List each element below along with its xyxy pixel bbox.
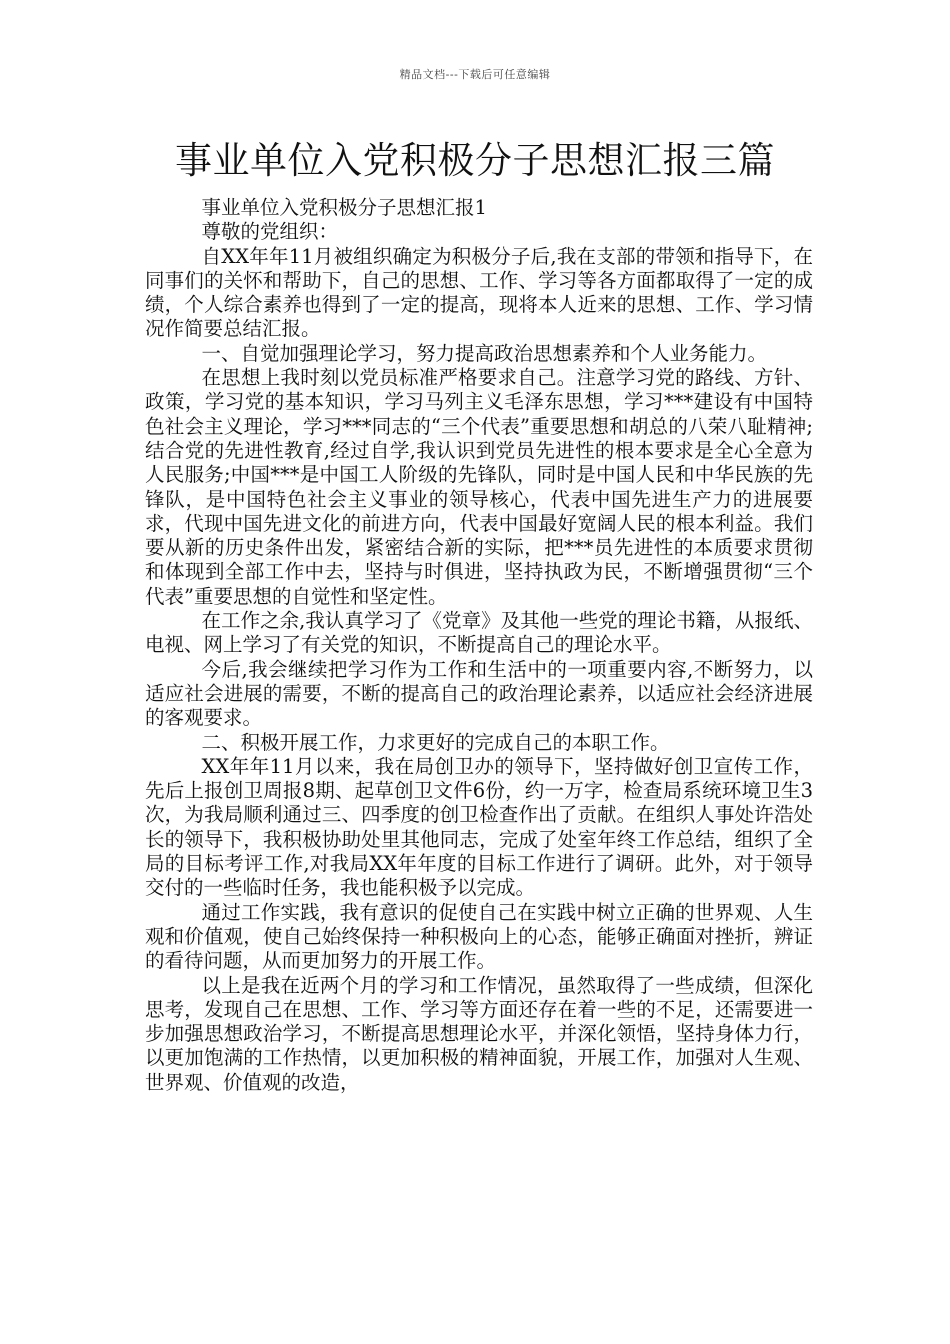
paragraph: 以上是我在近两个月的学习和工作情况，虽然取得了一些成绩，但深化思考，发现自己在思想、工作、学习等方面还存在着一些的不足，还需要进一步加强思想政治学习，不断提高思想理论水平，并深化领悟，坚持身体力行，以更加饱满的工作热情，以更加积极的精神面貌，开展工作，加强对人生观、世界观、价值观的改造， <box>145 973 813 1094</box>
paragraph: 自XX年年11月被组织确定为积极分子后,我在支部的带领和指导下，在同事们的关怀和帮助下，自己的思想、工作、学习等各方面都取得了一定的成绩，个人综合素养也得到了一定的提高，现将本人近来的思想、工作、学习情况作简要总结汇报。 <box>145 244 813 341</box>
paragraph: 通过工作实践，我有意识的促使自己在实践中树立正确的世界观、人生观和价值观，使自己始终保持一种积极向上的心态，能够正确面对挫折，辨证的看待问题，从而更加努力的开展工作。 <box>145 900 813 973</box>
paragraph: 在工作之余,我认真学习了《党章》及其他一些党的理论书籍，从报纸、电视、网上学习了有关党的知识，不断提高自己的理论水平。 <box>145 609 813 657</box>
header-note: 精品文档---下载后可任意编辑 <box>399 68 551 81</box>
paragraph: 一、自觉加强理论学习，努力提高政治思想素养和个人业务能力。 <box>201 341 768 365</box>
document-body <box>145 196 813 1095</box>
document-title: 事业单位入党积极分子思想汇报三篇 <box>175 139 775 182</box>
paragraph: XX年年11月以来，我在局创卫办的领导下，坚持做好创卫宣传工作，先后上报创卫周报8期、起草创卫文件6份，约一万字，检查局系统环境卫生3次，为我局顺利通过三、四季度的创卫检查作出了贡献。在组织人事处许浩处长的领导下，我积极协助处里其他同志，完成了处室年终工作总结，组织了全局的目标考评工作,对我局XX年年度的目标工作进行了调研。此外，对于领导交付的一些临时任务，我也能积极予以完成。 <box>145 754 813 900</box>
section-heading: 事业单位入党积极分子思想汇报1 <box>201 196 487 219</box>
paragraph: 二、积极开展工作，力求更好的完成自己的本职工作。 <box>201 730 670 754</box>
paragraph: 在思想上我时刻以党员标准严格要求自己。注意学习党的路线、方针、政策，学习党的基本知识，学习马列主义毛泽东思想，学习***建设有中国特色社会主义理论，学习***同志的“三个代表”重要思想和胡总的八荣八耻精神;结合党的先进性教育,经过自学,我认识到党员先进性的根本要求是全心全意为人民服务;中国***是中国工人阶级的先锋队，同时是中国人民和中华民族的先锋队，是中国特色社会主义事业的领导核心，代表中国先进生产力的进展要求，代现中国先进文化的前进方向，代表中国最好宽阔人民的根本利益。我们要从新的历史条件出发，紧密结合新的实际，把***员先进性的本质要求贯彻和体现到全部工作中去，坚持与时俱进，坚持执政为民，不断增强贯彻“三个代表”重要思想的自觉性和坚定性。 <box>145 366 813 608</box>
salutation: 尊敬的党组织： <box>201 220 339 244</box>
paragraph: 今后,我会继续把学习作为工作和生活中的一项重要内容,不断努力，以适应社会进展的需要，不断的提高自己的政治理论素养，以适应社会经济进展的客观要求。 <box>145 657 813 730</box>
